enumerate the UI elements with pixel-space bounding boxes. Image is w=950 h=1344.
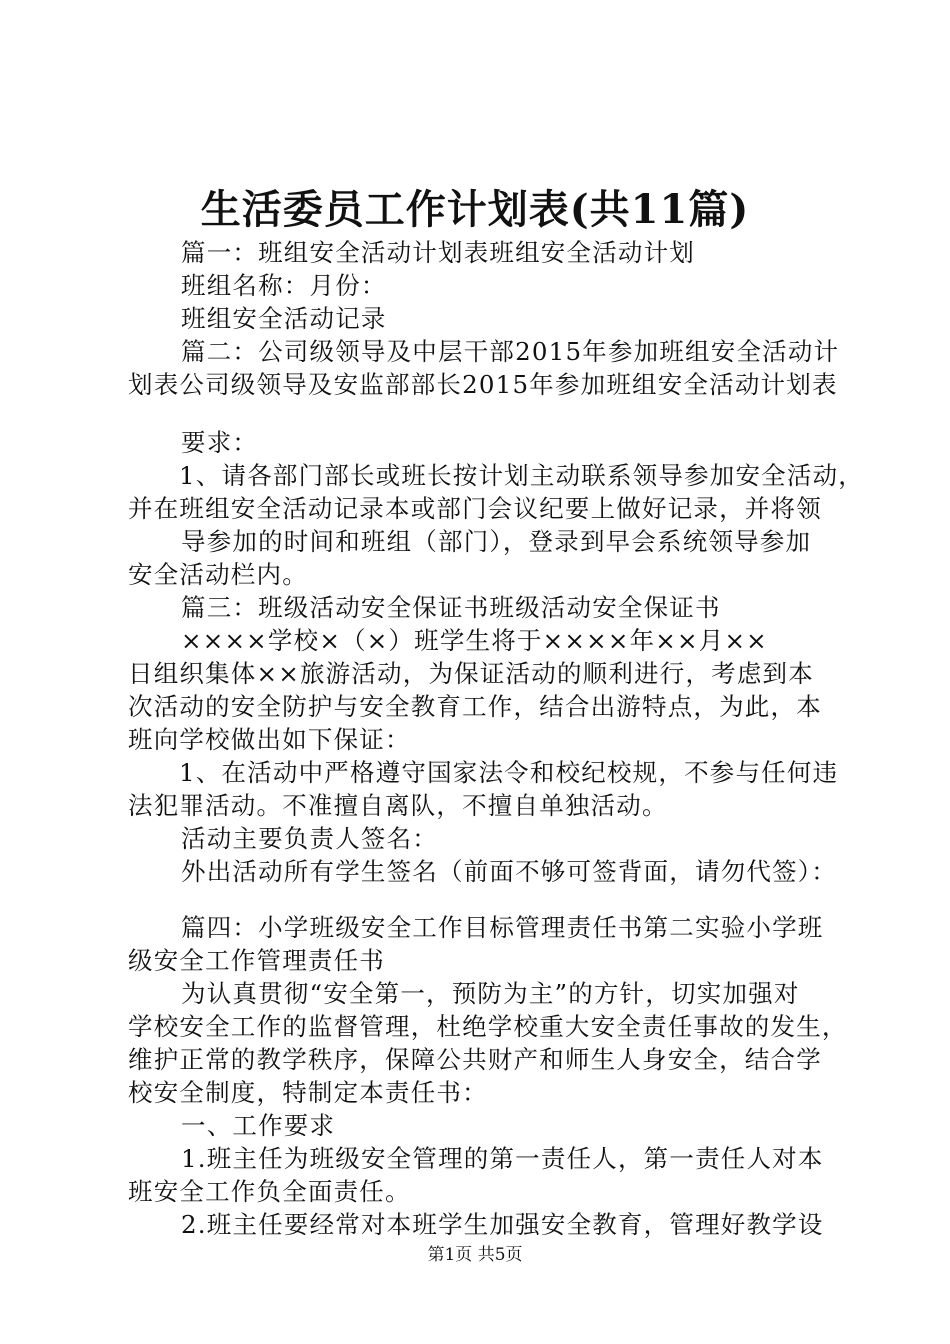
text-line: 1.班主任为班级安全管理的第一责任人，第一责任人对本 xyxy=(181,1144,824,1173)
text-line: 班组安全活动记录 xyxy=(181,304,387,333)
text-line: 并在班组安全活动记录本或部门会议纪要上做好记录，并将领 xyxy=(128,494,822,523)
text-line: 班安全工作负全面责任。 xyxy=(128,1177,411,1206)
text-line: 篇三：班级活动安全保证书班级活动安全保证书 xyxy=(181,593,721,622)
page-footer: 第1页 共5页 xyxy=(427,1245,523,1265)
text-line: 划表公司级领导及安监部部长2015年参加班组安全活动计划表 xyxy=(128,370,838,399)
document-title: 生活委员工作计划表(共11篇) xyxy=(200,186,750,233)
text-line: 安全活动栏内。 xyxy=(128,560,308,589)
text-line: 日组织集体××旅游活动，为保证活动的顺利进行，考虑到本 xyxy=(128,659,814,688)
text-line: 一、工作要求 xyxy=(181,1111,336,1140)
text-line: 1、在活动中严格遵守国家法令和校纪校规，不参与任何违 xyxy=(179,758,839,787)
text-line: 法犯罪活动。不准擅自离队，不擅自单独活动。 xyxy=(128,791,668,820)
text-line: 为认真贯彻“安全第一，预防为主”的方针，切实加强对 xyxy=(181,979,800,1008)
text-line: 外出活动所有学生签名（前面不够可签背面，请勿代签）： xyxy=(181,857,837,886)
text-line: 班组名称：月份： xyxy=(181,271,387,300)
text-line: 篇一：班组安全活动计划表班组安全活动计划 xyxy=(181,238,695,267)
text-line: 活动主要负责人签名： xyxy=(181,824,438,853)
text-line: 次活动的安全防护与安全教育工作，结合出游特点，为此，本 xyxy=(128,692,822,721)
text-line: 篇二：公司级领导及中层干部2015年参加班组安全活动计 xyxy=(181,337,840,366)
text-line: 班向学校做出如下保证： xyxy=(128,725,411,754)
text-line: 校安全制度，特制定本责任书： xyxy=(128,1078,488,1107)
text-line: 要求： xyxy=(181,428,259,457)
text-line: 学校安全工作的监督管理，杜绝学校重大安全责任事故的发生， xyxy=(128,1012,848,1041)
text-line: 篇四：小学班级安全工作目标管理责任书第二实验小学班 xyxy=(181,913,824,942)
text-line: 维护正常的教学秩序，保障公共财产和师生人身安全，结合学 xyxy=(128,1045,822,1074)
text-line: 导参加的时间和班组（部门），登录到早会系统领导参加 xyxy=(181,527,812,556)
text-line: 2.班主任要经常对本班学生加强安全教育，管理好教学设 xyxy=(181,1210,824,1239)
text-line: 级安全工作管理责任书 xyxy=(128,946,385,975)
text-line: ××××学校×（×）班学生将于××××年××月×× xyxy=(181,626,768,655)
text-line: 1、请各部门部长或班长按计划主动联系领导参加安全活动， xyxy=(179,461,864,490)
